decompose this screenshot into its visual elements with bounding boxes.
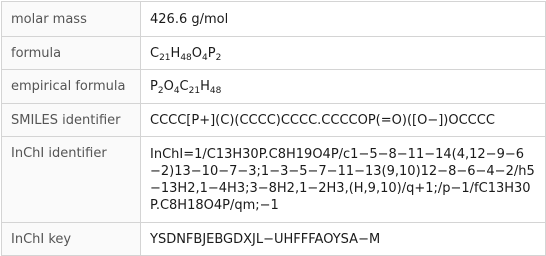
table-row: [2, 104, 546, 137]
table-row: [2, 223, 546, 256]
formula-subscript: 48: [209, 86, 222, 96]
formula-part: P: [150, 79, 158, 94]
formula-part: H: [200, 79, 210, 94]
row-label-molar-mass: molar mass: [2, 2, 141, 37]
row-label-inchi-key: InChI key: [2, 223, 141, 256]
properties-table-container: [1, 1, 545, 255]
row-value-inchi-key: YSDNFBJEBGDXJL−UHFFFAOYSA−M: [141, 223, 546, 256]
formula-part: O: [191, 45, 202, 61]
formula-subscript: 4: [173, 86, 180, 96]
formula-part: C: [179, 79, 189, 94]
formula-subscript: 21: [159, 52, 171, 63]
row-value-inchi: InChI=1/C13H30P.C8H19O4P/c1−5−8−11−14(4,12−9−6−2)13−10−7−3;1−3−5−7−11−13(9,10)12−8−6−4−2/h5−13H2,1−4H3;3−8H2,1−2H3,(H,9,10)/q+1;/p−1/fC13H30P.C8H18O4P/qm;−1: [141, 137, 546, 223]
formula-subscript: 2: [157, 86, 164, 96]
row-label-inchi: InChI identifier: [2, 137, 141, 223]
formula-part: H: [170, 45, 181, 61]
row-label-empirical-formula: empirical formula: [2, 70, 141, 104]
table-row: [2, 70, 546, 104]
row-value-empirical-formula: [141, 70, 546, 104]
row-value-molar-mass: 426.6 g/mol: [141, 2, 546, 37]
formula-subscript: 21: [188, 86, 201, 96]
formula-part: C: [150, 45, 160, 61]
formula-subscript: 48: [180, 52, 192, 63]
formula-part: O: [163, 79, 174, 94]
row-label-formula: formula: [2, 37, 141, 70]
table-row: [2, 137, 546, 223]
row-label-smiles: SMILES identifier: [2, 104, 141, 137]
table-row: [2, 37, 546, 70]
table-row: [2, 2, 546, 37]
row-value-smiles: CCCC[P+](C)(CCCC)CCCC.CCCCOP(=O)([O−])OCCCC: [141, 104, 546, 137]
properties-table: [1, 1, 546, 256]
row-value-formula: [141, 37, 546, 70]
formula-subscript: 2: [215, 52, 222, 63]
formula-subscript: 4: [202, 52, 208, 63]
formula-part: P: [207, 45, 216, 61]
